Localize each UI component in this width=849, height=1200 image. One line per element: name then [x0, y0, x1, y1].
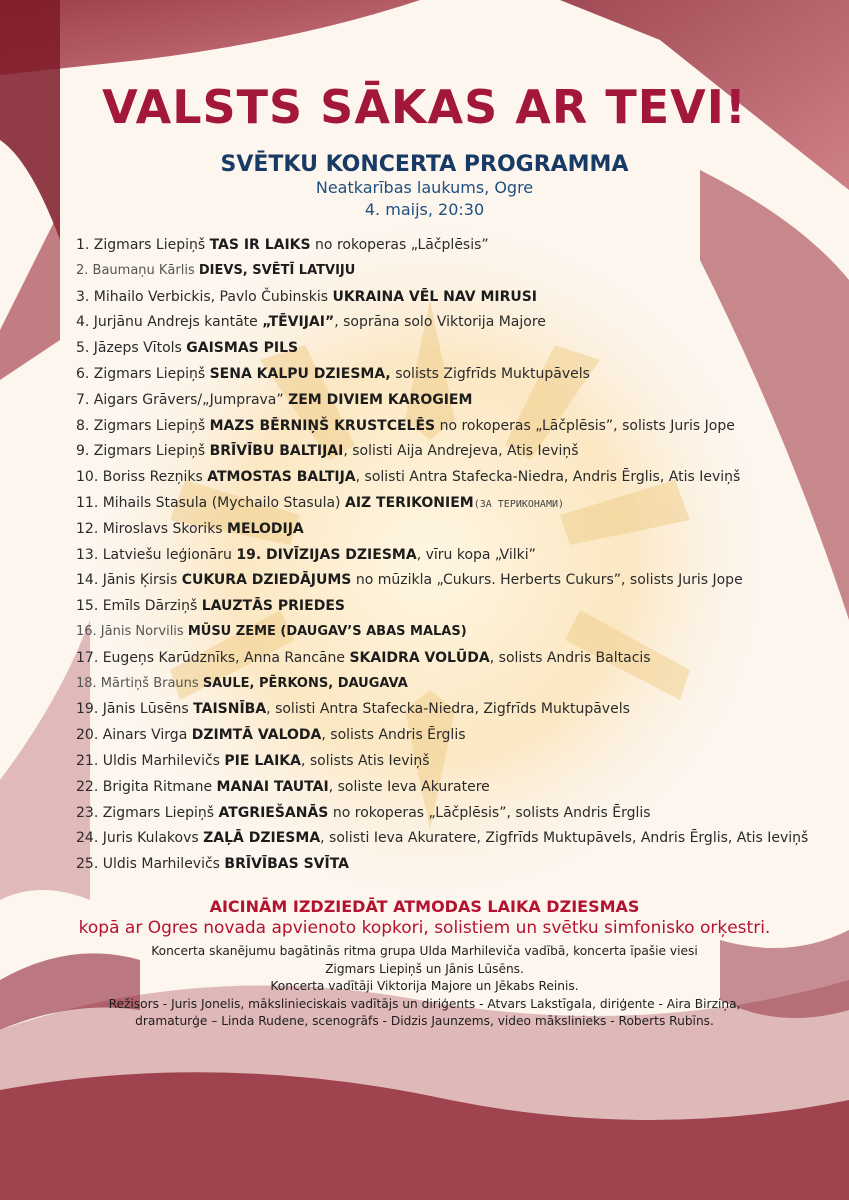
program-item-title: CUKURA DZIEDĀJUMS [181, 572, 352, 589]
program-item [76, 776, 836, 802]
program-item-author: 24. Juris Kulakovs [76, 830, 204, 847]
program-item-author: 1. Zigmars Liepiņš [76, 237, 210, 253]
program-item-title: ATGRIEŠANĀS [218, 804, 329, 821]
program-item [76, 647, 836, 673]
program-item-title: ZAĻĀ DZIESMA [203, 830, 321, 847]
program-item-details: , solists Andris Baltacis [489, 649, 651, 666]
program-item-details: no rokoperas „Lāčplēsis”, solists Juris Jope [435, 417, 735, 434]
program-item [76, 260, 836, 286]
program-item-details: no rokoperas „Lāčplēsis” [310, 237, 489, 253]
venue: Neatkarības laukums, Ogre [315, 178, 534, 197]
program-item-title: BRĪVĪBAS SVĪTA [224, 856, 350, 873]
program-item [76, 440, 836, 466]
program-item-title: MAZS BĒRNIŅŠ KRUSTCELĒS [209, 417, 436, 434]
program-item-details: no mūzikla „Cukurs. Herberts Cukurs”, solists Juris Jope [351, 572, 743, 589]
program-item [76, 492, 836, 518]
program-item [76, 750, 836, 776]
program-item [76, 337, 836, 363]
program-item [76, 621, 836, 647]
program-item-title: MANAI TAUTAI [216, 778, 329, 795]
page-subtitle: SVĒTKU KONCERTA PROGRAMMA [220, 152, 629, 177]
program-item-details: , solisti Antra Stafecka-Niedra, Zigfrīds Muktupāvels [266, 701, 630, 718]
program-item-title: DIEVS, SVĒTĪ LATVIJU [198, 262, 356, 278]
program-list [76, 234, 836, 879]
program-item-title: 19. DIVĪZIJAS DZIESMA [236, 546, 417, 563]
program-item [76, 415, 836, 441]
program-item [76, 389, 836, 415]
program-item-details: , solists Atis Ieviņš [300, 752, 430, 769]
program-item-title: LAUZTĀS PRIEDES [201, 598, 345, 615]
event-date: 4. maijs, 20:30 [364, 200, 485, 219]
program-item-details: , solists Andris Ērglis [321, 727, 466, 744]
program-item-author: 9. Zigmars Liepiņš [76, 443, 210, 460]
program-item-details: , soprāna solo Viktorija Majore [334, 314, 546, 331]
program-item-details: , solisti Ieva Akuratere, Zigfrīds Muktupāvels, Andris Ērglis, Atis Ieviņš [320, 830, 809, 847]
invite-subline: kopā ar Ogres novada apvienoto kopkori, solistiem un svētku simfonisko orķestri. [78, 918, 771, 938]
credits-line: Režisors - Juris Jonelis, mākslinieciskais vadītājs un diriģents - Atvars Lakstīgala, diriģente - Aira Birziņa, [108, 996, 741, 1011]
program-item-title: TAISNĪBA [193, 701, 267, 718]
program-item [76, 673, 836, 699]
program-item [76, 595, 836, 621]
program-item-title: MELODIJA [227, 520, 304, 537]
program-item [76, 518, 836, 544]
credits-line: Zigmars Liepiņš un Jānis Lūsēns. [325, 961, 524, 976]
credits-line: Koncerta vadītāji Viktorija Majore un Jēkabs Reinis. [270, 979, 579, 994]
program-item-title: PIE LAIKA [224, 752, 301, 769]
program-item-title: SAULE, PĒRKONS, DAUGAVA [202, 675, 408, 691]
program-item-author: 7. Aigars Grāvers/„Jumprava” [76, 391, 289, 408]
program-item-author: 15. Emīls Dārziņš [76, 598, 202, 615]
program-item-details: , solisti Antra Stafecka-Niedra, Andris Ērglis, Atis Ieviņš [355, 469, 741, 486]
program-item-author: 2. Baumaņu Kārlis [76, 262, 199, 278]
program-item-details: no rokoperas „Lāčplēsis”, solists Andris Ērglis [328, 804, 651, 821]
program-item [76, 286, 836, 312]
invite-heading: AICINĀM IZDZIEDĀT ATMODAS LAIKA DZIESMAS [209, 897, 640, 916]
program-item-title: BRĪVĪBU BALTIJAI [209, 443, 344, 460]
program-item-original-title: (ЗА ТЕРИКОНАМИ) [473, 498, 565, 510]
program-item-title: TAS IR LAIKS [209, 237, 311, 253]
credits-line: Koncerta skanējumu bagātinās ritma grupa Ulda Marhileviča vadībā, koncerta īpašie viesi [151, 944, 698, 958]
program-item-author: 19. Jānis Lūsēns [76, 701, 194, 718]
program-item-title: ATMOSTAS BALTIJA [207, 469, 356, 486]
program-item-author: 20. Ainars Virga [76, 727, 192, 744]
page-title: VALSTS SĀKAS AR TEVI! [102, 80, 747, 134]
program-item [76, 724, 836, 750]
program-item [76, 853, 836, 879]
program-item-title: UKRAINA VĒL NAV MIRUSI [332, 288, 538, 305]
program-item-author: 12. Miroslavs Skoriks [76, 520, 228, 537]
program-item-author: 6. Zigmars Liepiņš [76, 365, 210, 382]
program-item-details: , soliste Ieva Akuratere [328, 778, 490, 795]
credits-line: dramaturģe – Linda Rudene, scenogrāfs - Didzis Jaunzems, video mākslinieks - Roberts Rubīns. [135, 1014, 714, 1029]
program-item-title: DZIMTĀ VALODA [191, 727, 322, 744]
program-item [76, 234, 836, 260]
program-item-details: , vīru kopa „Vilki” [416, 546, 536, 563]
program-item [76, 698, 836, 724]
program-item-author: 22. Brigita Ritmane [76, 778, 217, 795]
program-item-title: GAISMAS PILS [186, 340, 299, 357]
program-item-author: 18. Mārtiņš Brauns [76, 675, 203, 691]
program-item-title: SENA KALPU DZIESMA, [209, 365, 391, 382]
credits [60, 943, 789, 1031]
program-item-author: 25. Uldis Marhilevičs [76, 856, 225, 873]
program-item-author: 13. Latviešu leģionāru [76, 546, 237, 563]
program-item [76, 544, 836, 570]
program-item-author: 5. Jāzeps Vītols [76, 340, 187, 357]
program-item-author: 16. Jānis Norvilis [76, 623, 188, 639]
program-item [76, 363, 836, 389]
program-item-author: 4. Jurjānu Andrejs kantāte [76, 314, 263, 331]
program-item-title: AIZ TERIKONIEM [344, 494, 474, 511]
program-item [76, 802, 836, 828]
program-item-title: SKAIDRA VOLŪDA [349, 649, 490, 666]
program-item-title: „TĒVIJAI” [262, 314, 335, 331]
program-item [76, 311, 836, 337]
program-item-author: 10. Boriss Rezņiks [76, 469, 208, 486]
program-item-author: 23. Zigmars Liepiņš [76, 804, 219, 821]
program-item-author: 3. Mihailo Verbickis, Pavlo Čubinskis [76, 288, 333, 305]
program-item-title: ZEM DIVIEM KAROGIEM [288, 391, 473, 408]
program-item-author: 21. Uldis Marhilevičs [76, 752, 225, 769]
program-item-details: solists Zigfrīds Muktupāvels [390, 365, 590, 382]
program-item-author: 14. Jānis Ķirsis [76, 572, 182, 589]
program-item-details: , solisti Aija Andrejeva, Atis Ieviņš [343, 443, 579, 460]
program-item-author: 17. Eugeņs Karūdznīks, Anna Rancāne [76, 649, 350, 666]
program-item-title: MŪSU ZEME (DAUGAV’S ABAS MALAS) [187, 623, 467, 639]
program-item [76, 827, 836, 853]
program-item-author: 8. Zigmars Liepiņš [76, 417, 210, 434]
program-item-author: 11. Mihails Stasula (Mychailo Stasula) [76, 494, 345, 511]
program-item [76, 569, 836, 595]
program-item [76, 466, 836, 492]
